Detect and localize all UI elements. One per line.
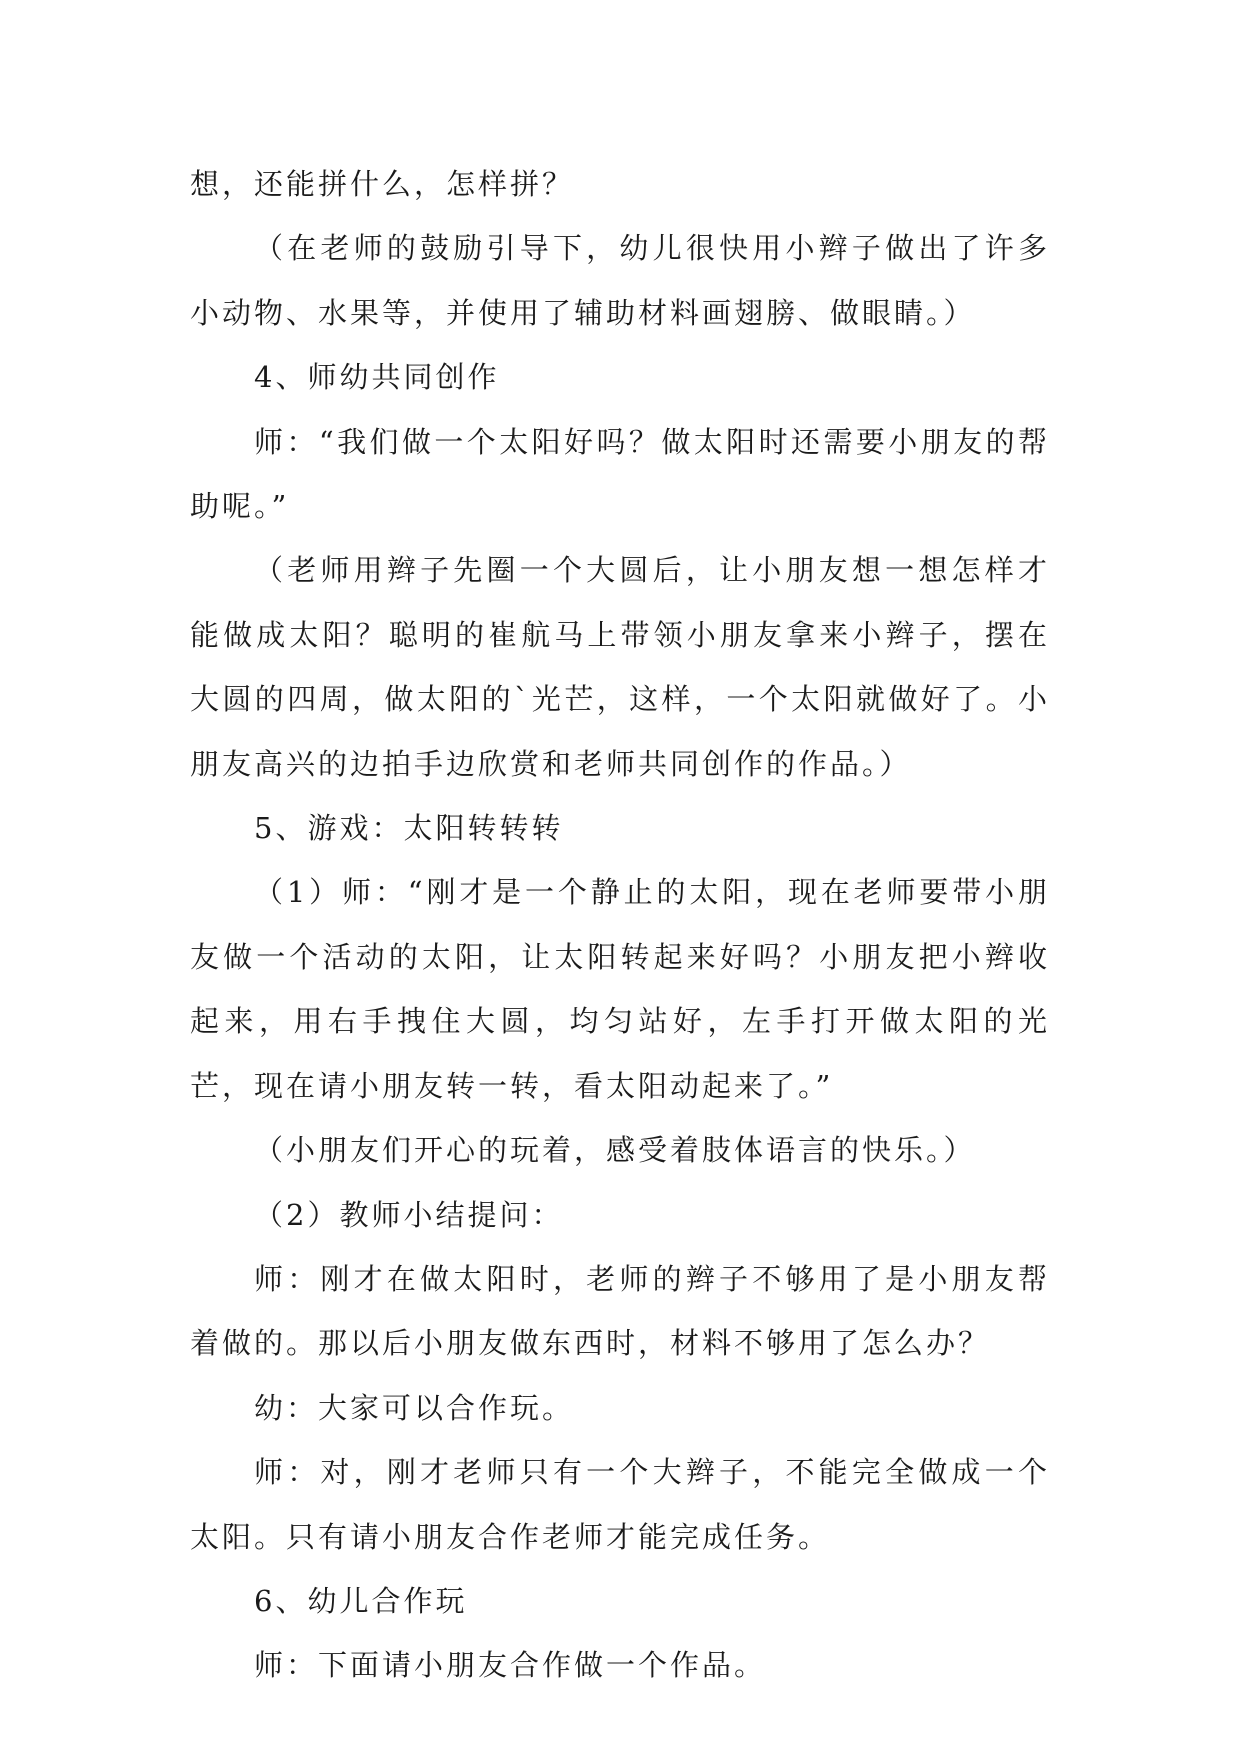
- section-heading-6: 6、幼儿合作玩: [254, 1583, 468, 1618]
- paragraph-4: （老师用辫子先圈一个大圆后，让小朋友想一想怎样才能做成太阳？聪明的崔航马上带领小朋友拿来小辫子，摆在大圆的四周，做太阳的`光芒，这样，一个太阳就做好了。小朋友高兴的边拍手边欣赏和老师共同创作的作品。）: [190, 553, 1050, 781]
- paragraph-2: （在老师的鼓励引导下，幼儿很快用小辫子做出了许多小动物、水果等，并使用了辅助材料画翅膀、做眼睛。）: [190, 231, 1050, 330]
- section-heading-5: 5、游戏：太阳转转转: [254, 811, 564, 846]
- paragraph-8: 师：刚才在做太阳时，老师的辫子不够用了是小朋友帮着做的。那以后小朋友做东西时，材料不够用了怎么办？: [190, 1261, 1050, 1361]
- paragraph-3: 师：“我们做一个太阳好吗？做太阳时还需要小朋友的帮助呢。”: [190, 424, 1050, 524]
- paragraph-10: 师：对，刚才老师只有一个大辫子，不能完全做成一个太阳。只有请小朋友合作老师才能完成任务。: [190, 1455, 1050, 1554]
- paragraph-6: （小朋友们开心的玩着，感受着肢体语言的快乐。）: [254, 1133, 976, 1168]
- paragraph-7: （2）教师小结提问：: [254, 1197, 564, 1232]
- paragraph-11: 师：下面请小朋友合作做一个作品。: [254, 1648, 767, 1683]
- body-text: [190, 152, 1050, 1698]
- paragraph-9: 幼：大家可以合作玩。: [254, 1390, 575, 1425]
- section-heading-4: 4、师幼共同创作: [254, 360, 500, 395]
- paragraph-5: （1）师：“刚才是一个静止的太阳，现在老师要带小朋友做一个活动的太阳，让太阳转起来好吗？小朋友把小辫收起来，用右手拽住大圆，均匀站好，左手打开做太阳的光芒，现在请小朋友转一转，看太阳动起来了。”: [190, 875, 1050, 1103]
- paragraph-1: 想，还能拼什么，怎样拼？: [190, 167, 575, 201]
